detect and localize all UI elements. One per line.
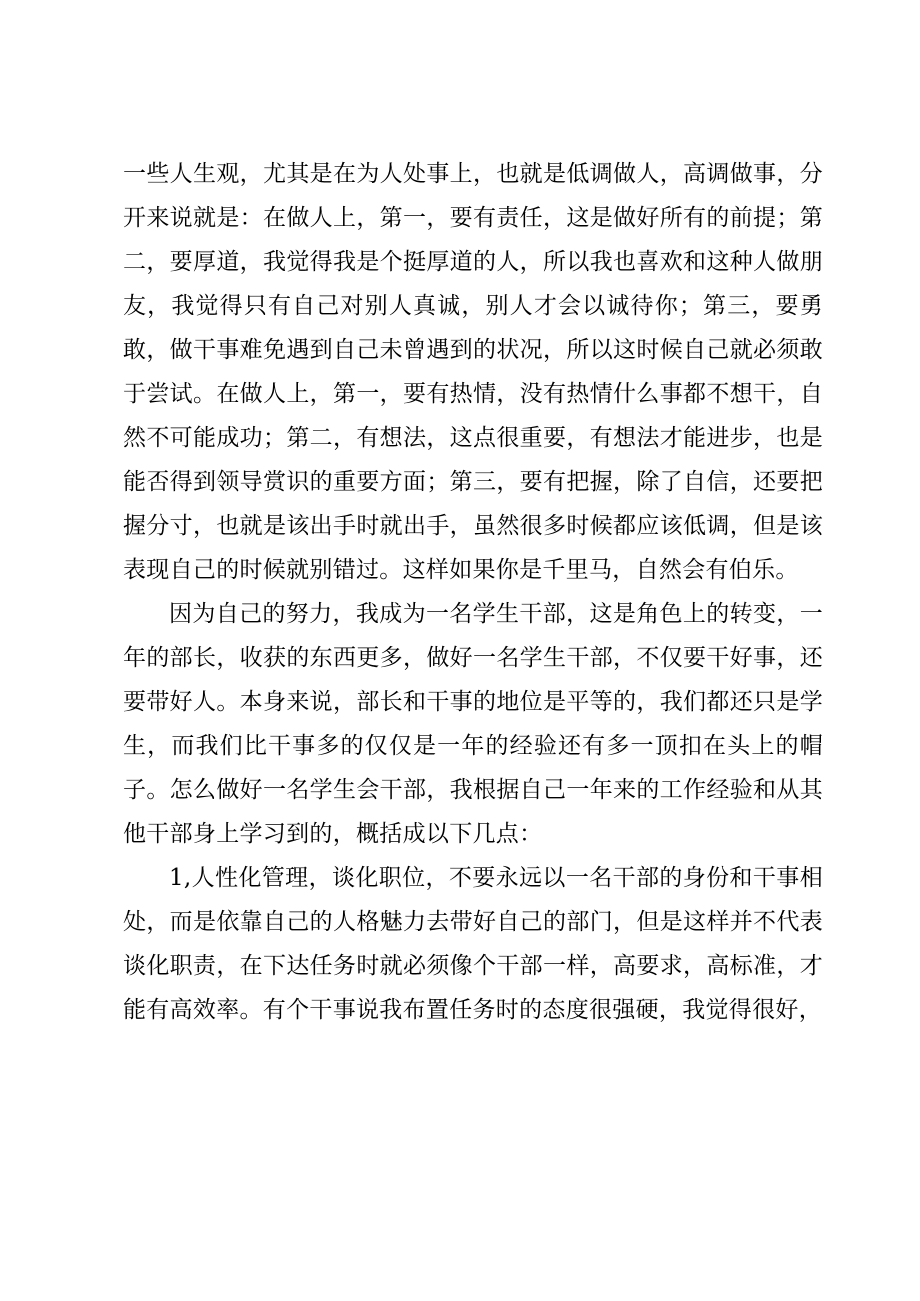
paragraph-3: 1,人性化管理，谈化职位，不要永远以一名干部的身份和干事相处，而是依靠自己的人格魅力去带好自己的部门，但是这样并不代表谈化职责，在下达任务时就必须像个干部一样，高要求，高标准，才能有高效率。有个干事说我布置任务时的态度很强硬，我觉得很好， bbox=[123, 865, 823, 1023]
paragraph-2: 因为自己的努力，我成为一名学生干部，这是角色上的转变，一年的部长，收获的东西更多，做好一名学生干部，不仅要干好事，还要带好人。本身来说，部长和干事的地位是平等的，我们都还只是学生，而我们比干事多的仅仅是一年的经验还有多一顶扣在头上的帽子。怎么做好一名学生会干部，我根据自己一年来的工作经验和从其他干部身上学习到的，概括成以下几点： bbox=[123, 601, 823, 847]
paragraph-1: 一些人生观，尤其是在为人处事上，也就是低调做人，高调做事，分开来说就是：在做人上，第一，要有责任，这是做好所有的前提；第二，要厚道，我觉得我是个挺厚道的人，所以我也喜欢和这种人做朋友，我觉得只有自己对别人真诚，别人才会以诚待你；第三，要勇敢，做干事难免遇到自己未曾遇到的状况，所以这时候自己就必须敢于尝试。在做人上，第一，要有热情，没有热情什么事都不想干，自然不可能成功；第二，有想法，这点很重要，有想法才能进步，也是能否得到领导赏识的重要方面；第三，要有把握，除了自信，还要把握分寸，也就是该出手时就出手，虽然很多时候都应该低调，但是该表现自己的时候就别错过。这样如果你是千里马，自然会有伯乐。 bbox=[123, 161, 823, 583]
body-text bbox=[123, 152, 823, 1032]
